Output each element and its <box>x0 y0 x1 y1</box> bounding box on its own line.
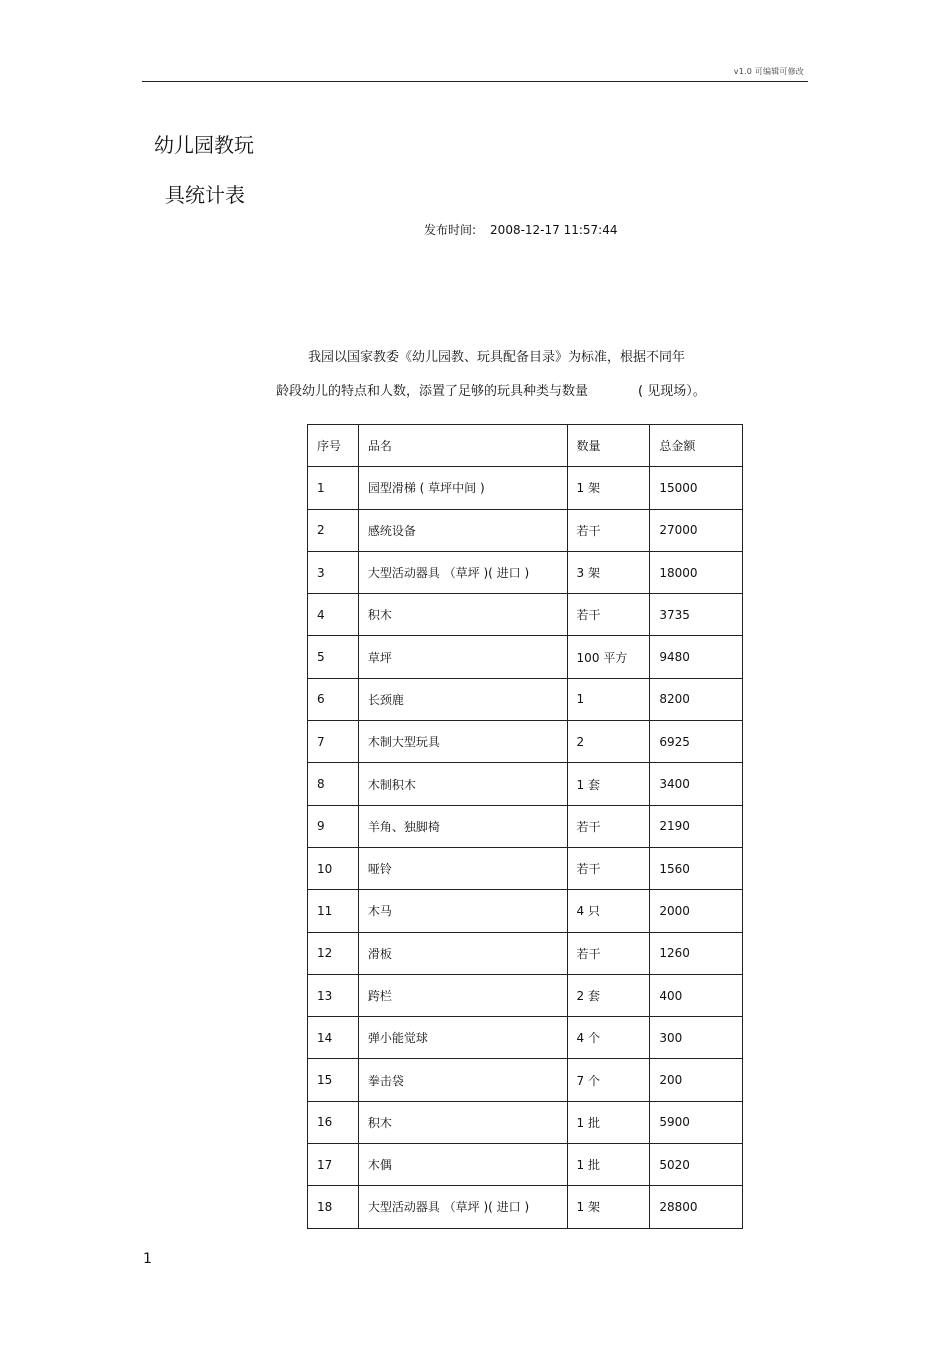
cell-name: 感统设备 <box>358 509 567 551</box>
cell-index: 10 <box>308 847 359 889</box>
cell-name: 木偶 <box>358 1144 567 1186</box>
table-row <box>308 805 743 847</box>
cell-name: 长颈鹿 <box>358 678 567 720</box>
cell-quantity: 1 批 <box>567 1101 650 1143</box>
cell-index: 13 <box>308 974 359 1016</box>
cell-amount: 5900 <box>650 1101 743 1143</box>
table-row <box>308 1017 743 1059</box>
cell-quantity: 4 只 <box>567 890 650 932</box>
cell-name: 哑铃 <box>358 847 567 889</box>
cell-quantity: 4 个 <box>567 1017 650 1059</box>
table-row <box>308 509 743 551</box>
cell-quantity: 若干 <box>567 509 650 551</box>
publish-time-label: 发布时间: <box>424 223 477 237</box>
publish-time-value: 2008-12-17 11:57:44 <box>490 223 618 237</box>
cell-quantity: 若干 <box>567 847 650 889</box>
intro-line-2-text: 龄段幼儿的特点和人数，添置了足够的玩具种类与数量 <box>276 384 589 399</box>
header-cell-name: 品名 <box>358 425 567 467</box>
cell-name: 大型活动器具 （草坪 )( 进口 ) <box>358 551 567 593</box>
cell-quantity: 2 <box>567 721 650 763</box>
header-cell-quantity: 数量 <box>567 425 650 467</box>
cell-index: 3 <box>308 551 359 593</box>
cell-name: 草坪 <box>358 636 567 678</box>
cell-amount: 15000 <box>650 467 743 509</box>
cell-amount: 3735 <box>650 594 743 636</box>
intro-line-2-tail: ( 见现场）。 <box>638 384 706 399</box>
intro-line-1: 我园以国家教委《幼儿园教、玩具配备目录》为标准，根据不同年 <box>308 350 686 365</box>
cell-index: 8 <box>308 763 359 805</box>
table-row <box>308 636 743 678</box>
cell-name: 木马 <box>358 890 567 932</box>
cell-amount: 9480 <box>650 636 743 678</box>
table-row <box>308 890 743 932</box>
cell-index: 9 <box>308 805 359 847</box>
cell-quantity: 2 套 <box>567 974 650 1016</box>
cell-quantity: 1 <box>567 678 650 720</box>
table-row <box>308 932 743 974</box>
table-row <box>308 1144 743 1186</box>
toy-statistics-table <box>307 424 743 1229</box>
cell-index: 16 <box>308 1101 359 1143</box>
cell-index: 17 <box>308 1144 359 1186</box>
page-number: 1 <box>143 1251 152 1267</box>
cell-quantity: 若干 <box>567 594 650 636</box>
cell-index: 4 <box>308 594 359 636</box>
cell-name: 木制大型玩具 <box>358 721 567 763</box>
header-cell-index: 序号 <box>308 425 359 467</box>
cell-amount: 200 <box>650 1059 743 1101</box>
cell-amount: 8200 <box>650 678 743 720</box>
header-version-note: v1.0 可编辑可修改 <box>733 67 804 76</box>
cell-amount: 1560 <box>650 847 743 889</box>
cell-name: 积木 <box>358 1101 567 1143</box>
cell-name: 羊角、独脚椅 <box>358 805 567 847</box>
header-cell-amount: 总金额 <box>650 425 743 467</box>
table-row <box>308 1059 743 1101</box>
cell-amount: 18000 <box>650 551 743 593</box>
cell-name: 跨栏 <box>358 974 567 1016</box>
page-title-line-2: 具统计表 <box>165 183 245 207</box>
table-row <box>308 678 743 720</box>
cell-name: 弹小能觉球 <box>358 1017 567 1059</box>
table-row <box>308 594 743 636</box>
table-body <box>308 467 743 1228</box>
table-row <box>308 763 743 805</box>
cell-index: 7 <box>308 721 359 763</box>
cell-name: 滑板 <box>358 932 567 974</box>
cell-amount: 300 <box>650 1017 743 1059</box>
cell-quantity: 100 平方 <box>567 636 650 678</box>
cell-amount: 3400 <box>650 763 743 805</box>
cell-name: 拳击袋 <box>358 1059 567 1101</box>
cell-amount: 400 <box>650 974 743 1016</box>
intro-line-2 <box>276 380 706 399</box>
table-row <box>308 1186 743 1228</box>
cell-name: 大型活动器具 （草坪 )( 进口 ) <box>358 1186 567 1228</box>
cell-amount: 27000 <box>650 509 743 551</box>
cell-quantity: 7 个 <box>567 1059 650 1101</box>
cell-quantity: 1 架 <box>567 1186 650 1228</box>
cell-index: 2 <box>308 509 359 551</box>
cell-quantity: 3 架 <box>567 551 650 593</box>
table-row <box>308 551 743 593</box>
table-row <box>308 467 743 509</box>
cell-amount: 6925 <box>650 721 743 763</box>
table-row <box>308 847 743 889</box>
cell-quantity: 1 套 <box>567 763 650 805</box>
cell-amount: 2000 <box>650 890 743 932</box>
cell-amount: 1260 <box>650 932 743 974</box>
publish-time <box>424 221 618 238</box>
header-rule <box>142 81 808 82</box>
table-header-row <box>308 425 743 467</box>
table-row <box>308 974 743 1016</box>
cell-amount: 28800 <box>650 1186 743 1228</box>
cell-quantity: 若干 <box>567 932 650 974</box>
cell-index: 15 <box>308 1059 359 1101</box>
cell-quantity: 若干 <box>567 805 650 847</box>
cell-quantity: 1 架 <box>567 467 650 509</box>
cell-amount: 5020 <box>650 1144 743 1186</box>
cell-index: 14 <box>308 1017 359 1059</box>
cell-amount: 2190 <box>650 805 743 847</box>
table-row <box>308 721 743 763</box>
page-title-line-1: 幼儿园教玩 <box>154 133 254 157</box>
cell-index: 12 <box>308 932 359 974</box>
cell-index: 11 <box>308 890 359 932</box>
cell-name: 园型滑梯 ( 草坪中间 ) <box>358 467 567 509</box>
cell-quantity: 1 批 <box>567 1144 650 1186</box>
cell-index: 1 <box>308 467 359 509</box>
cell-name: 木制积木 <box>358 763 567 805</box>
table-row <box>308 1101 743 1143</box>
cell-index: 5 <box>308 636 359 678</box>
cell-index: 18 <box>308 1186 359 1228</box>
cell-index: 6 <box>308 678 359 720</box>
cell-name: 积木 <box>358 594 567 636</box>
